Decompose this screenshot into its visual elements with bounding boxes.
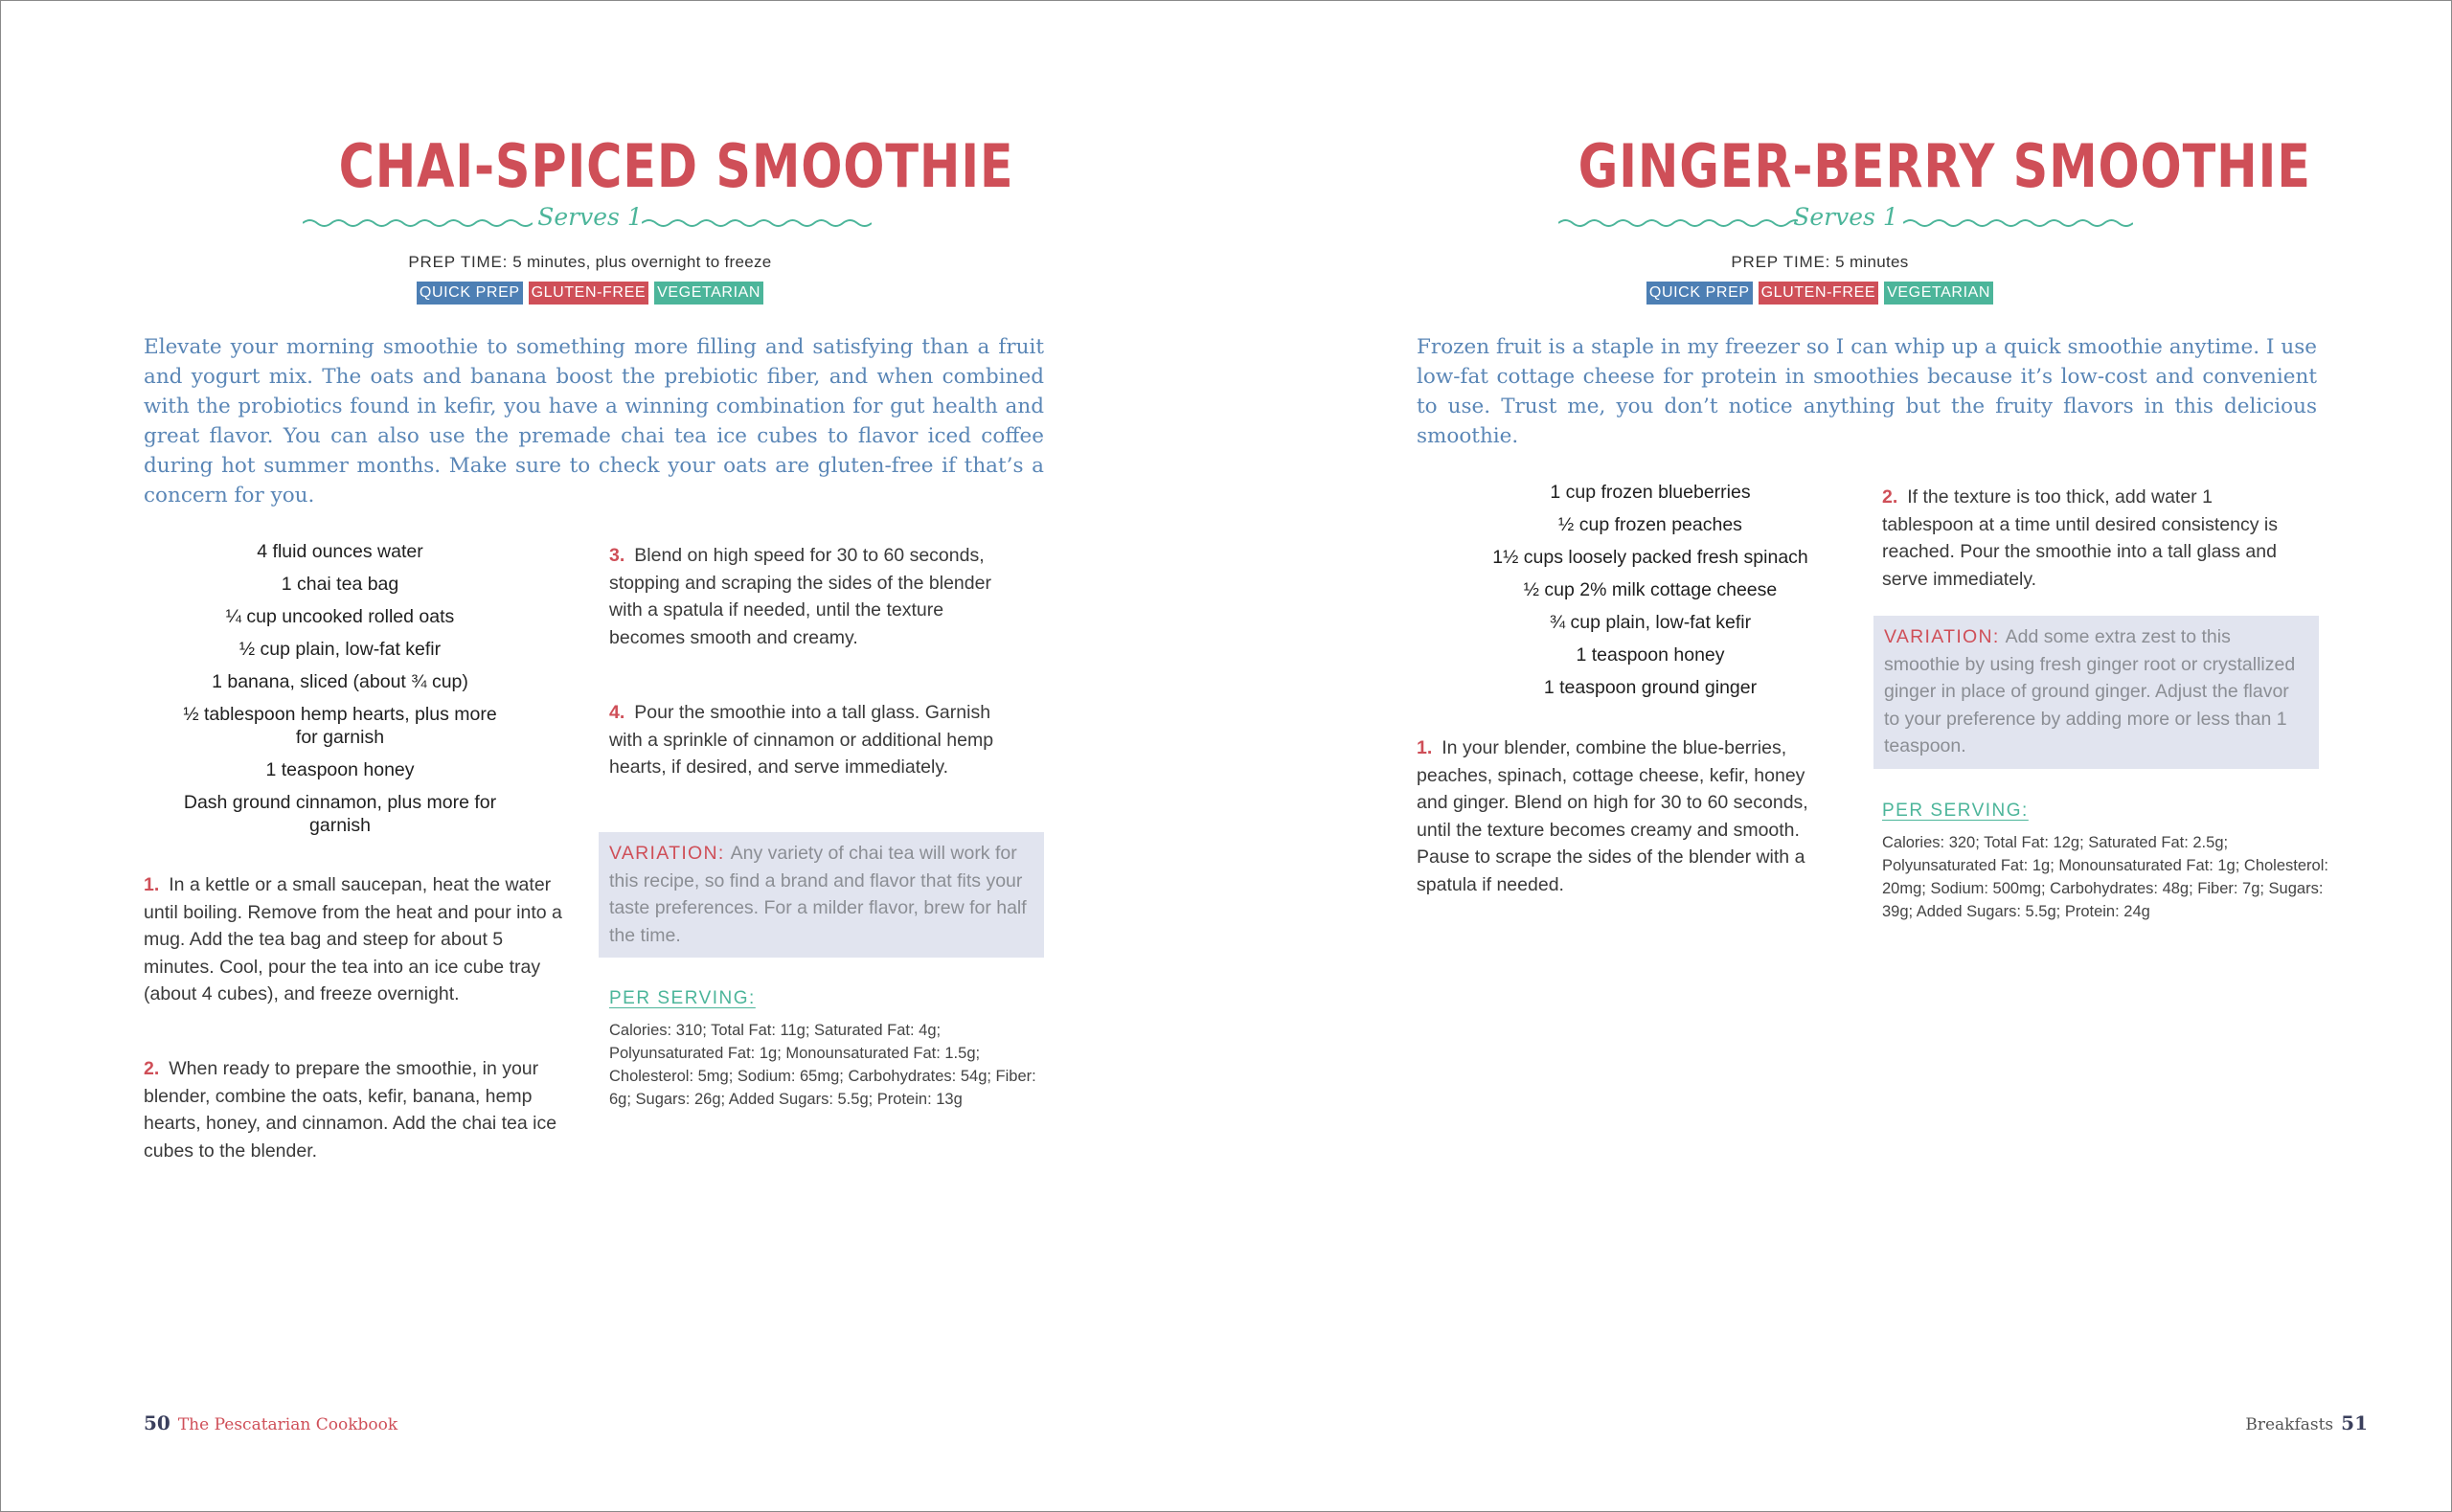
variation-box xyxy=(599,832,1044,958)
step-4 xyxy=(609,699,1002,781)
diet-tags xyxy=(303,282,877,305)
step-number: 3. xyxy=(609,545,625,566)
prep-time xyxy=(1532,253,2107,272)
prep-time-value: 5 minutes, plus overnight to freeze xyxy=(512,253,772,271)
ingredient-item: 1½ cups loosely packed fresh spinach xyxy=(1492,547,1808,568)
prep-time-label: PREP TIME: xyxy=(1731,253,1831,271)
wave-divider-right xyxy=(642,216,872,230)
recipe-title: GINGER-BERRY SMOOTHIE xyxy=(1578,131,2311,201)
page-footer xyxy=(144,1411,397,1434)
prep-time xyxy=(303,253,877,272)
tag-gluten-free: GLUTEN-FREE xyxy=(1759,282,1879,305)
prep-time-value: 5 minutes xyxy=(1835,253,1909,271)
variation-text: Add some extra zest to this smoothie by using fresh ginger root or crystallized ginger in place of ground ginger. Adjust the flavor to your preference by adding more or less than 1 teaspoon. xyxy=(1884,626,2296,756)
step-number: 2. xyxy=(1882,486,1898,508)
ingredient-item: ½ tablespoon hemp hearts, plus more for garnish xyxy=(183,704,497,748)
ingredient-item: ½ cup plain, low-fat kefir xyxy=(238,639,442,660)
ingredient-item: 1 banana, sliced (about ¾ cup) xyxy=(212,671,468,692)
section-name: Breakfasts xyxy=(2245,1415,2334,1434)
step-text: Pour the smoothie into a tall glass. Garnish with a sprinkle of cinnamon or additional hemp hearts, if desired, and serve immediately. xyxy=(609,702,994,778)
serves-row xyxy=(303,203,877,241)
step-number: 1. xyxy=(144,874,160,895)
ingredient-item: 1 chai tea bag xyxy=(281,574,399,595)
ingredient-item: ½ cup frozen peaches xyxy=(1558,514,1742,535)
step-1 xyxy=(144,871,565,1008)
tag-vegetarian: VEGETARIAN xyxy=(654,282,763,305)
step-text: In a kettle or a small saucepan, heat the water until boiling. Remove from the heat and pour into a mug. Add the tea bag and steep for about 5 minutes. Cool, pour the tea into an ice cube tray (about 4 cubes), and freeze overnight. xyxy=(144,874,562,1004)
ingredient-item: ¾ cup plain, low-fat kefir xyxy=(1549,612,1752,633)
ingredient-item: ½ cup 2% milk cottage cheese xyxy=(1523,579,1778,600)
variation-label: VARIATION: xyxy=(609,843,725,864)
ingredient-item: Dash ground cinnamon, plus more for garnish xyxy=(183,792,497,836)
right-page xyxy=(1226,0,2452,1512)
page-number: 50 xyxy=(144,1411,170,1434)
step-number: 1. xyxy=(1417,737,1433,758)
recipe-title: CHAI-SPICED SMOOTHIE xyxy=(338,131,1014,201)
per-serving-label: PER SERVING: xyxy=(609,988,756,1008)
step-3 xyxy=(609,542,1002,651)
tag-gluten-free: GLUTEN-FREE xyxy=(529,282,649,305)
serves-row xyxy=(1558,203,2133,241)
step-1 xyxy=(1417,734,1817,898)
ingredient-item: 1 cup frozen blueberries xyxy=(1550,482,1751,503)
step-text: If the texture is too thick, add water 1 tablespoon at a time until desired consistency is reached. Pour the smoothie into a tall glass and serve immediately. xyxy=(1882,486,2278,590)
nutrition-facts: Calories: 310; Total Fat: 11g; Saturated Fat: 4g; Polyunsaturated Fat: 1g; Monounsaturated Fat: 1.5g; Cholesterol: 5mg; Sodium: 65mg; Carbohydrates: 54g; Fiber: 6g; Sugars: 26g; Added Sugars: 5.5g; Protein: 13g xyxy=(609,1022,1036,1108)
step-text: Blend on high speed for 30 to 60 seconds, stopping and scraping the sides of the blender with a spatula if needed, until the texture becomes smooth and creamy. xyxy=(609,545,991,648)
variation-box xyxy=(1873,616,2319,769)
serves-label: Serves 1 xyxy=(1793,203,1898,231)
variation-text: Any variety of chai tea will work for this recipe, so find a brand and flavor that fits your taste preferences. For a milder flavor, brew for half the time. xyxy=(609,843,1027,946)
prep-time-label: PREP TIME: xyxy=(408,253,509,271)
ingredient-item: ¼ cup uncooked rolled oats xyxy=(225,606,455,627)
step-2 xyxy=(1882,484,2302,593)
per-serving-label: PER SERVING: xyxy=(1882,801,2029,821)
ingredient-item: 4 fluid ounces water xyxy=(257,541,423,562)
ingredient-item: 1 teaspoon ground ginger xyxy=(1543,677,1758,698)
page-footer xyxy=(2245,1411,2368,1434)
intro-paragraph: Frozen fruit is a staple in my freezer so I can whip up a quick smoothie anytime. I use low-fat cottage cheese for protein in smoothies because it’s low-cost and convenient to use. Trust me, you don’t notice anything but the fruity flavors in this delicious smoothie. xyxy=(1417,335,2317,448)
ingredient-item: 1 teaspoon honey xyxy=(265,759,415,780)
diet-tags xyxy=(1532,282,2107,305)
step-2 xyxy=(144,1055,573,1164)
wave-divider-right xyxy=(1903,216,2133,230)
step-number: 4. xyxy=(609,702,625,723)
step-text: When ready to prepare the smoothie, in your blender, combine the oats, kefir, banana, hemp hearts, honey, and cinnamon. Add the chai tea ice cubes to the blender. xyxy=(144,1058,557,1162)
tag-vegetarian: VEGETARIAN xyxy=(1884,282,1993,305)
tag-quick-prep: QUICK PREP xyxy=(1646,282,1753,305)
serves-label: Serves 1 xyxy=(537,203,643,231)
nutrition-facts: Calories: 320; Total Fat: 12g; Saturated Fat: 2.5g; Polyunsaturated Fat: 1g; Monounsaturated Fat: 1g; Cholesterol: 20mg; Sodium: 500mg; Carbohydrates: 48g; Fiber: 7g; Sugars: 39g; Added Sugars: 5.5g; Protein: 24g xyxy=(1882,834,2328,920)
step-number: 2. xyxy=(144,1058,160,1079)
intro-paragraph: Elevate your morning smoothie to something more filling and satisfying than a fruit and yogurt mix. The oats and banana boost the prebiotic fiber, and when combined with the probiotics found in kefir, you have a winning combination for gut health and great flavor. You can also use the premade chai tea ice cubes to flavor iced coffee during hot summer months. Make sure to check your oats are gluten-free if that’s a concern for you. xyxy=(144,335,1044,508)
variation-label: VARIATION: xyxy=(1884,626,2000,647)
tag-quick-prep: QUICK PREP xyxy=(417,282,523,305)
ingredient-item: 1 teaspoon honey xyxy=(1576,644,1725,666)
book-title: The Pescatarian Cookbook xyxy=(177,1415,398,1434)
page-number: 51 xyxy=(2341,1411,2368,1434)
ingredient-list xyxy=(144,540,536,846)
step-text: In your blender, combine the blue-berries, peaches, spinach, cottage cheese, kefir, honey and ginger. Blend on high for 30 to 60 seconds, until the texture becomes creamy and smooth. Pause to scrape the sides of the blender with a spatula if needed. xyxy=(1417,737,1808,895)
ingredient-list xyxy=(1417,481,1884,709)
